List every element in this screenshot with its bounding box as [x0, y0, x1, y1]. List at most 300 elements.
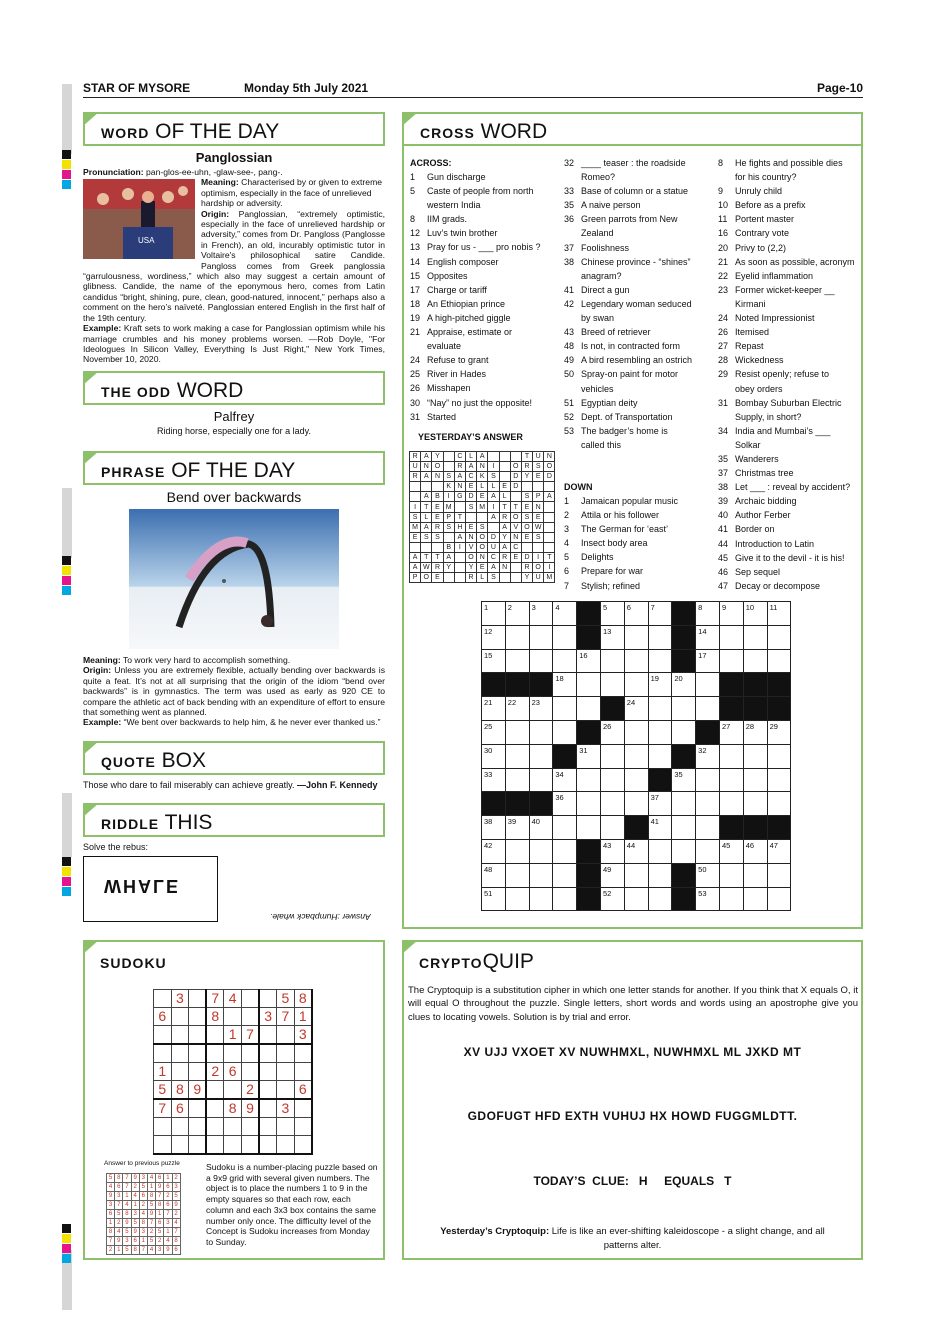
sudoku-cell: 5: [139, 1183, 147, 1192]
sudoku-cell: 4: [115, 1228, 123, 1237]
phrase-text: Bend over backwards: [166, 489, 302, 505]
sudoku-cell[interactable]: [171, 1117, 189, 1135]
reg-mark: [62, 556, 71, 565]
word-of-day-body: Pronunciation: pan-glos-ee-uhn, -glaw-see-, pang-. USA Meaning: Characterised by or given to extreme optimism, especially in the face of unrelieved hardship or adversity. Origin: Panglossian, “extremely optimistic, especially in the face of unrelieved hardship or adversity,” comes from Dr. Pangloss (Panglosse in French), an old, incurably optimistic tutor in Voltaire's philosophical satire Candide. Pangloss comes from Greek panglossia “garrulousness, wordiness,” which also may suggest a certain amount of glibness. Candide, the name of the eponymous hero, comes from Latin candidus “bright, shining, pure, clean, good-natured, innocent,” perhaps also a comment on the hero’s naïveté. Panglossian entered English in the first half of the 19th century. Example: Kraft sets to work making a case for Panglossian optimism while his marriage crumbles and his money problems worsen. —Rob Doyle, "For Ideologues In Silicon Valley, Everything Is Just Right," New York Times, November 10, 2020.: [83, 167, 386, 365]
sudoku-cell: 9: [107, 1192, 115, 1201]
word-of-day-banner: WORD OF THE DAY: [83, 112, 385, 146]
reg-mark: [62, 160, 71, 169]
clue-item: 13 Pray for us - ___ pro nobis ?: [410, 242, 541, 253]
sudoku-cell: 8: [156, 1201, 164, 1210]
clue-item: western India: [427, 200, 481, 211]
sudoku-cell: 2: [172, 1174, 180, 1183]
sudoku-answer-grid: [106, 1173, 181, 1255]
clue-item: 49 A bird resembling an ostrich: [564, 355, 693, 366]
sudoku-cell: 3: [139, 1174, 147, 1183]
clue-item: 19 A high-pitched giggle: [410, 312, 511, 323]
sudoku-cell: 3: [115, 1192, 123, 1201]
clue-item: 31 Started: [410, 411, 457, 422]
clue-item: 38 Chinese province - “shines”: [564, 256, 691, 267]
reg-mark: [62, 887, 71, 896]
sudoku-cell[interactable]: [154, 1117, 172, 1135]
sudoku-cell[interactable]: [241, 1135, 259, 1153]
clue-item: 37 Christmas tree: [718, 468, 794, 479]
sudoku-cell[interactable]: [206, 1117, 224, 1135]
clue-item: 8 He fights and possible dies: [718, 158, 843, 168]
sudoku-cell[interactable]: [189, 1117, 207, 1135]
sudoku-cell[interactable]: 7: [154, 1099, 172, 1118]
sudoku-cell[interactable]: 7: [277, 1008, 295, 1026]
sudoku-cell: 6: [131, 1237, 139, 1246]
svg-text:USA: USA: [138, 236, 155, 246]
sudoku-cell: 4: [123, 1201, 131, 1210]
margin-bar: [62, 488, 72, 558]
sudoku-cell: 6: [172, 1246, 180, 1255]
sudoku-instructions: Sudoku is a number-placing puzzle based on a 9x9 grid with several given numbers. The object is to place the numbers 1 to 9 in the empty squares so that each row, each column and each 3x3 box contains the same number only once. The difficulty level of the Concept is Sudoku increases from Monday to Sunday.: [206, 1162, 378, 1247]
clue-item: 22 Eyelid inflammation: [718, 270, 814, 281]
sudoku-cell: 9: [164, 1246, 172, 1255]
clue-item: 17 Charge or tariff: [410, 284, 487, 295]
sudoku-cell: 4: [147, 1174, 155, 1183]
sudoku-cell[interactable]: 8: [171, 1080, 189, 1099]
sudoku-cell: 1: [156, 1210, 164, 1219]
clue-item: 39 Archaic bidding: [718, 496, 797, 507]
sudoku-cell: 2: [147, 1228, 155, 1237]
sudoku-cell: 8: [115, 1174, 123, 1183]
page-header: [83, 80, 863, 98]
clue-item: 20 Privy to (2,2): [718, 242, 787, 253]
sudoku-cell[interactable]: [294, 1062, 312, 1080]
clue-item: 35 Wanderers: [718, 453, 779, 464]
reg-mark: [62, 566, 71, 575]
reg-mark: [62, 586, 71, 595]
sudoku-cell[interactable]: [189, 1008, 207, 1026]
sudoku-cell[interactable]: [154, 1026, 172, 1045]
clue-item: 23 Former wicket-keeper __: [718, 284, 835, 295]
reg-mark: [62, 877, 71, 886]
sudoku-cell[interactable]: [154, 990, 172, 1008]
sudoku-cell[interactable]: [171, 1026, 189, 1045]
sudoku-cell[interactable]: [224, 1044, 242, 1062]
sudoku-cell: 3: [139, 1228, 147, 1237]
phrase-banner: PHRASE OF THE DAY: [83, 451, 385, 485]
clue-item: 11 Portent master: [718, 214, 795, 225]
sudoku-cell[interactable]: 6: [171, 1099, 189, 1118]
sudoku-answer-label: Answer to previous puzzle: [104, 1160, 180, 1167]
clue-item: 16 Contrary vote: [718, 228, 790, 239]
clue-item: 33 Base of column or a statue: [564, 186, 689, 197]
sudoku-cell: 2: [131, 1183, 139, 1192]
clue-item: Solkar: [735, 439, 761, 450]
sudoku-cell[interactable]: 9: [189, 1080, 207, 1099]
sudoku-cell: 7: [164, 1210, 172, 1219]
down-clues-1: [564, 494, 678, 593]
sudoku-title: SUDOKU: [100, 955, 167, 971]
crossword-grid[interactable]: 1 2 3 4 5 6 7 8 9 10 11 12 13 14 15 16 17 18 19 20 21 22 23 24 25 26 27 28 29 30 31 32 33 34 35 36 37 38 39 40 41 42 43 44 45 46 47 48 49 50 51 52 53: [481, 601, 791, 911]
sudoku-cell[interactable]: [294, 1099, 312, 1118]
clue-item: 52 Dept. of Transportation: [564, 411, 673, 422]
clue-item: 27 Repast: [718, 341, 764, 352]
clue-item: 3 The German for ‘east’: [564, 524, 669, 535]
clue-item: by swan: [581, 313, 615, 324]
sudoku-cell: 9: [131, 1228, 139, 1237]
sudoku-cell: 8: [172, 1237, 180, 1246]
sudoku-cell[interactable]: 3: [294, 1026, 312, 1045]
sudoku-cell[interactable]: [206, 1026, 224, 1045]
cipher-line-2: GDOFUGT HFD EXTH VUHUJ HX HOWD FUGGMLDTT.: [467, 1109, 798, 1123]
clue-item: 2 Attila or his follower: [564, 510, 660, 521]
sudoku-cell[interactable]: 8: [206, 1008, 224, 1026]
sudoku-cell[interactable]: [189, 1135, 207, 1153]
sudoku-cell[interactable]: [294, 1044, 312, 1062]
sudoku-cell: 4: [139, 1210, 147, 1219]
down-label: DOWN: [564, 482, 593, 492]
clue-item: Zealand: [581, 228, 614, 239]
sudoku-cell: 3: [131, 1210, 139, 1219]
sudoku-cell: 6: [107, 1210, 115, 1219]
reg-mark: [62, 867, 71, 876]
clue-item: 5 Delights: [564, 552, 614, 563]
clue-item: evaluate: [427, 341, 462, 352]
sudoku-cell: 2: [115, 1219, 123, 1228]
sudoku-cell: 5: [123, 1246, 131, 1255]
clue-item: 53 The badger’s home is: [564, 425, 668, 436]
sudoku-cell[interactable]: [259, 1080, 277, 1099]
sudoku-cell: 3: [123, 1237, 131, 1246]
sudoku-cell[interactable]: 8: [294, 990, 312, 1008]
sudoku-cell[interactable]: [277, 1044, 295, 1062]
sudoku-cell: 5: [123, 1228, 131, 1237]
reg-mark: [62, 1224, 71, 1233]
sudoku-cell[interactable]: 2: [241, 1080, 259, 1099]
clue-item: 5 Caste of people from north: [410, 186, 534, 197]
clue-item: obey orders: [735, 383, 783, 394]
clue-item: 36 Green parrots from New: [564, 214, 678, 225]
sudoku-cell[interactable]: 6: [294, 1080, 312, 1099]
sudoku-cell[interactable]: [224, 1117, 242, 1135]
sudoku-cell[interactable]: [259, 1135, 277, 1153]
sudoku-cell[interactable]: 5: [277, 990, 295, 1008]
clue-item: 4 Insect body area: [564, 538, 648, 549]
sudoku-cell[interactable]: [277, 1117, 295, 1135]
sudoku-cell[interactable]: 5: [154, 1080, 172, 1099]
sudoku-cell[interactable]: 2: [206, 1062, 224, 1080]
clue-item: 25 River in Hades: [410, 369, 487, 380]
sudoku-cell[interactable]: [224, 1008, 242, 1026]
sudoku-cell: 9: [123, 1219, 131, 1228]
clue-item: 26 Itemised: [718, 327, 770, 338]
sudoku-cell[interactable]: 1: [154, 1062, 172, 1080]
clue-item: 7 Stylish; refined: [564, 580, 641, 591]
clue-item: 15 Opposites: [410, 270, 468, 281]
sudoku-cell[interactable]: [259, 1044, 277, 1062]
clue-item: for his country?: [735, 172, 797, 183]
cipher-line-1: XV UJJ VXOET XV NUWHMXL, NUWHMXL ML JXKD MT: [463, 1045, 802, 1059]
cryptoquip-clue: TODAY’S CLUE: H EQUALS T: [533, 1174, 732, 1188]
sudoku-cell[interactable]: [189, 990, 207, 1008]
sudoku-cell[interactable]: [241, 1044, 259, 1062]
clue-item: 8 IIM grads.: [410, 214, 468, 225]
sudoku-cell[interactable]: [189, 1062, 207, 1080]
speech-photo: [83, 179, 195, 259]
sudoku-cell: 6: [139, 1192, 147, 1201]
clue-item: anagram?: [581, 270, 622, 281]
sudoku-cell[interactable]: [171, 1008, 189, 1026]
cryptoquip-intro: The Cryptoquip is a substitution cipher in which one letter stands for another. If you think that X equals O, it will equal O throughout the puzzle. Single letters, short words and words using an apostrophe give you clues to locating vowels. Solution is by trial and error.: [408, 985, 858, 1023]
sudoku-cell: 8: [139, 1219, 147, 1228]
clue-item: 42 Legendary woman seduced: [564, 298, 692, 309]
sudoku-cell: 9: [156, 1183, 164, 1192]
clue-item: 29 Resist openly; refuse to: [718, 369, 830, 380]
sudoku-cell[interactable]: [206, 1080, 224, 1099]
reg-mark: [62, 180, 71, 189]
sudoku-cell: 7: [156, 1192, 164, 1201]
sudoku-cell[interactable]: 6: [154, 1008, 172, 1026]
sudoku-cell[interactable]: [294, 1135, 312, 1153]
sudoku-cell[interactable]: [294, 1117, 312, 1135]
sudoku-cell[interactable]: [241, 1008, 259, 1026]
sudoku-cell: 4: [107, 1183, 115, 1192]
sudoku-cell: 1: [115, 1246, 123, 1255]
sudoku-cell[interactable]: [171, 1062, 189, 1080]
clue-item: 28 Wickedness: [718, 355, 784, 366]
sudoku-cell: 7: [123, 1174, 131, 1183]
clue-item: 35 A naive person: [564, 200, 641, 211]
sudoku-grid[interactable]: [153, 989, 313, 1155]
sudoku-cell[interactable]: [259, 990, 277, 1008]
clue-item: 41 Direct a gun: [564, 284, 630, 295]
sudoku-cell[interactable]: [259, 1099, 277, 1118]
sudoku-cell: 5: [147, 1237, 155, 1246]
clue-item: 44 Introduction to Latin: [718, 538, 815, 549]
clue-item: 31 Bombay Suburban Electric: [718, 397, 842, 408]
reg-mark: [62, 1244, 71, 1253]
clue-item: 9 Unruly child: [718, 186, 783, 197]
clue-item: 10 Before as a prefix: [718, 200, 806, 211]
sudoku-cell[interactable]: [171, 1135, 189, 1153]
sudoku-cell: 7: [107, 1237, 115, 1246]
issue-date: Monday 5th July 2021: [244, 81, 369, 95]
sudoku-cell[interactable]: [277, 1026, 295, 1045]
sudoku-cell[interactable]: [189, 1026, 207, 1045]
yesterday-grid: R A Y C L A T U N U N O R A N I O R S O R A N S A C K S D Y E D K N E L L E D A B I G D E A L S P A I T E M S M I T T E N S L E P T A R O S E M A R S H E S A V O W E S S A N O D Y N E S B I V O U A C A T T A O N C R E D I T A W R Y Y E A N R O I P O E R L S Y U M: [409, 451, 555, 583]
sudoku-cell[interactable]: [277, 1135, 295, 1153]
clue-item: Supply, in short?: [735, 411, 802, 422]
clue-item: 1 Gun discharge: [410, 172, 486, 182]
sudoku-cell[interactable]: [189, 1044, 207, 1062]
sudoku-cell[interactable]: [259, 1026, 277, 1045]
across-clues-2: [564, 156, 692, 452]
across-clues-1: [410, 170, 541, 424]
sudoku-cell[interactable]: [259, 1062, 277, 1080]
sudoku-cell: 1: [164, 1174, 172, 1183]
sudoku-cell[interactable]: [206, 1135, 224, 1153]
clue-item: 51 Egyptian deity: [564, 397, 638, 408]
clue-item: Romeo?: [581, 172, 616, 183]
sudoku-cell: 5: [156, 1228, 164, 1237]
clue-item: Kirmani: [735, 298, 766, 309]
sudoku-cell: 5: [172, 1192, 180, 1201]
sudoku-cell: 2: [107, 1246, 115, 1255]
rebus-box: [83, 856, 218, 922]
sudoku-cell[interactable]: 7: [241, 1026, 259, 1045]
clue-item: 43 Breed of retriever: [564, 327, 651, 338]
sudoku-cell: 7: [147, 1219, 155, 1228]
sudoku-cell[interactable]: 4: [224, 990, 242, 1008]
sudoku-cell[interactable]: 1: [294, 1008, 312, 1026]
sudoku-cell[interactable]: [224, 1080, 242, 1099]
sudoku-cell: 5: [147, 1201, 155, 1210]
sudoku-cell[interactable]: [189, 1099, 207, 1118]
sudoku-cell: 4: [164, 1237, 172, 1246]
across-label: ACROSS:: [410, 158, 452, 168]
reg-mark: [62, 857, 71, 866]
sudoku-cell[interactable]: 3: [277, 1099, 295, 1118]
sudoku-cell: 6: [164, 1183, 172, 1192]
backbend-photo: [129, 509, 339, 649]
sudoku-cell: 9: [131, 1174, 139, 1183]
clue-item: 45 Give it to the devil - it is his!: [718, 552, 845, 563]
cryptoquip-title: CRYPTOQUIP: [419, 950, 534, 973]
reg-mark: [62, 170, 71, 179]
clue-item: 38 Let ___ : reveal by accident?: [718, 482, 851, 493]
clue-item: 21 As soon as possible, acronym: [718, 256, 855, 267]
sudoku-cell: 7: [123, 1183, 131, 1192]
riddle-answer: Answer :Humpback whale.: [270, 912, 371, 922]
clue-item: 30 “Nay” no just the opposite!: [410, 397, 533, 408]
sudoku-cell: 1: [139, 1237, 147, 1246]
clue-item: 24 Refuse to grant: [410, 355, 489, 366]
rebus-word: WHALE: [104, 876, 180, 896]
sudoku-cell: 8: [147, 1192, 155, 1201]
sudoku-cell[interactable]: 1: [224, 1026, 242, 1045]
reg-mark: [62, 1234, 71, 1243]
sudoku-cell: 4: [147, 1246, 155, 1255]
sudoku-cell[interactable]: [241, 1062, 259, 1080]
sudoku-cell: 5: [115, 1210, 123, 1219]
clue-item: 40 Author Ferber: [718, 510, 791, 521]
clue-item: vehicles: [581, 383, 614, 394]
yesterday-answer-label: YESTERDAY’S ANSWER: [418, 432, 523, 442]
clue-item: 37 Foolishness: [564, 242, 630, 253]
sudoku-cell[interactable]: 9: [241, 1099, 259, 1118]
sudoku-cell: 8: [123, 1210, 131, 1219]
clue-item: 26 Misshapen: [410, 383, 471, 394]
paper-name: STAR OF MYSORE: [83, 81, 191, 95]
clue-item: 12 Luv’s twin brother: [410, 228, 498, 239]
sudoku-cell: 1: [123, 1192, 131, 1201]
clue-item: 1 Jamaican popular music: [564, 496, 679, 506]
odd-word-meaning: Riding horse, especially one for a lady.: [157, 426, 311, 436]
clue-item: 50 Spray-on paint for motor: [564, 369, 679, 380]
riddle-banner: RIDDLE THIS: [83, 803, 385, 837]
sudoku-cell: 4: [131, 1192, 139, 1201]
sudoku-cell[interactable]: 3: [259, 1008, 277, 1026]
sudoku-cell: 9: [115, 1237, 123, 1246]
sudoku-cell: 5: [107, 1174, 115, 1183]
sudoku-cell[interactable]: [277, 1062, 295, 1080]
clue-item: 34 India and Mumbai’s ___: [718, 425, 831, 436]
sudoku-cell[interactable]: [277, 1080, 295, 1099]
sudoku-cell: 7: [172, 1228, 180, 1237]
sudoku-cell[interactable]: 3: [171, 990, 189, 1008]
clue-item: 6 Prepare for war: [564, 566, 644, 577]
sudoku-cell: 1: [131, 1201, 139, 1210]
crossword-banner: CROSS WORD: [402, 112, 863, 146]
reg-mark: [62, 150, 71, 159]
riddle-prompt: Solve the rebus:: [83, 842, 149, 852]
sudoku-cell: 3: [164, 1219, 172, 1228]
sudoku-cell: 9: [147, 1210, 155, 1219]
sudoku-cell[interactable]: [259, 1117, 277, 1135]
reg-mark: [62, 1254, 71, 1263]
phrase-body: Meaning: To work very hard to accomplish something. Origin: Unless you are extremely flexible, actually bending over backwards is quite a feat. It’s not at all surprising that the origin of the idiom “bend over backwards” is in gymnastics. The term was used as early as 920 CE to compare the athletic act of back bending with an expenditure of effort to ensure that something went as planned. Example: “We bent over backwards to help him, & he never ever thanked us.”: [83, 655, 385, 728]
sudoku-cell[interactable]: [241, 990, 259, 1008]
sudoku-cell: 6: [156, 1174, 164, 1183]
sudoku-cell: 2: [139, 1201, 147, 1210]
margin-bar: [62, 84, 72, 154]
sudoku-cell[interactable]: [224, 1135, 242, 1153]
sudoku-cell: 5: [131, 1219, 139, 1228]
sudoku-cell: 7: [115, 1201, 123, 1210]
sudoku-cell[interactable]: 6: [224, 1062, 242, 1080]
clue-item: 48 Is not, in contracted form: [564, 341, 681, 352]
sudoku-cell: 2: [164, 1192, 172, 1201]
odd-word-banner: THE ODD WORD: [83, 371, 385, 405]
sudoku-cell: 4: [172, 1219, 180, 1228]
sudoku-cell: 9: [172, 1201, 180, 1210]
clue-item: 24 Noted Impressionist: [718, 313, 815, 324]
clue-item: 32 ____ teaser : the roadside: [564, 158, 686, 168]
margin-bar: [62, 793, 72, 857]
down-clues-2: [718, 156, 855, 593]
sudoku-cell[interactable]: 7: [206, 990, 224, 1008]
clue-item: called this: [581, 439, 622, 450]
sudoku-cell[interactable]: [241, 1117, 259, 1135]
sudoku-cell: 3: [107, 1201, 115, 1210]
clue-item: 18 An Ethiopian prince: [410, 298, 506, 309]
sudoku-cell: 8: [107, 1228, 115, 1237]
cryptoquip-yesterday: Yesterday’s Cryptoquip: Life is like an ever-shifting kaleidoscope - a slight change, and all patterns alter.: [440, 1226, 825, 1251]
sudoku-cell[interactable]: [206, 1099, 224, 1118]
sudoku-cell: 7: [139, 1246, 147, 1255]
sudoku-cell[interactable]: [154, 1135, 172, 1153]
sudoku-cell: 1: [147, 1183, 155, 1192]
clue-item: 47 Decay or decompose: [718, 580, 821, 591]
sudoku-cell: 8: [131, 1246, 139, 1255]
sudoku-cell[interactable]: [206, 1044, 224, 1062]
sudoku-cell: 3: [156, 1246, 164, 1255]
quote-banner: QUOTE BOX: [83, 741, 385, 775]
page-number: Page-10: [816, 81, 863, 95]
sudoku-cell[interactable]: 8: [224, 1099, 242, 1118]
sudoku-cell: 2: [156, 1237, 164, 1246]
odd-word-term: Palfrey: [213, 409, 255, 424]
sudoku-cell: 1: [107, 1219, 115, 1228]
clue-item: 14 English composer: [410, 256, 499, 267]
sudoku-cell: 2: [172, 1210, 180, 1219]
sudoku-cell: 3: [172, 1183, 180, 1192]
sudoku-cell: 6: [115, 1183, 123, 1192]
sudoku-cell: 6: [164, 1201, 172, 1210]
clue-item: 41 Border on: [718, 524, 775, 535]
sudoku-cell[interactable]: [154, 1044, 172, 1062]
sudoku-cell: 1: [164, 1228, 172, 1237]
clue-item: 46 Sep sequel: [718, 566, 781, 577]
sudoku-cell: 6: [156, 1219, 164, 1228]
word-of-day-term: Panglossian: [195, 150, 273, 165]
reg-mark: [62, 576, 71, 585]
sudoku-cell[interactable]: [171, 1044, 189, 1062]
